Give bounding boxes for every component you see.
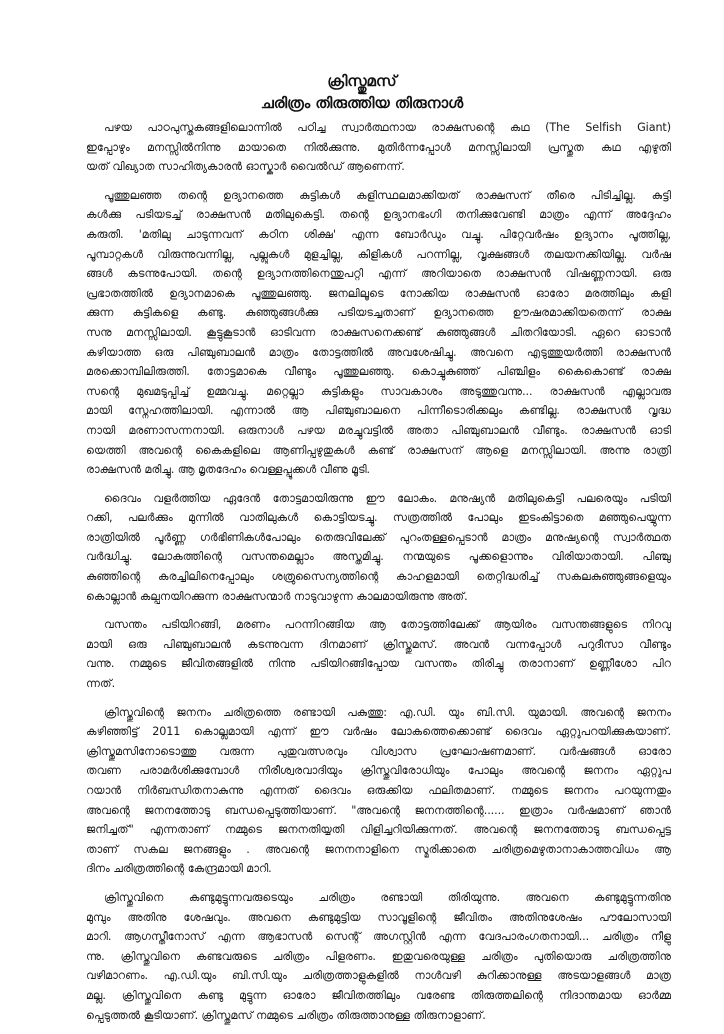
paragraph-line: ദിനം ചരിത്രത്തിന്റെ കേന്ദ്രമായി മാറി. <box>86 862 272 876</box>
paragraph-line: മായി ഒരു പിഞ്ചുബാലൻ കടന്നുവന്ന ദിനമാണ് ക്രിസ്തുമസ്. അവൻ വന്നപ്പോൾ പറുദീസാ വീണ്ടും <box>86 637 671 651</box>
paragraph-line: ക്രിസ്തുമസിനോടൊത്തു വരുന്ന പുതുവത്സരവും വിശ്വാസ പ്രഘോഷണമാണ്. വർഷങ്ങൾ ഓരോ <box>86 744 671 758</box>
paragraph-line: ജനിച്ചത്" എന്നതാണ് നമ്മുടെ ജനനതിയ്യതി വിളിച്ചറിയിക്കുന്നത്. അവന്റെ ജനനത്തോടു ബന്ധപ്പെട്ട <box>86 823 671 837</box>
paragraph-line: വഴിമാറണം. എ.ഡി.യും ബി.സി.യും ചരിത്രത്താളുകളിൽ നാൾവഴി കുറിക്കാനുള്ള അടയാളങ്ങൾ മാത്ര <box>86 969 671 983</box>
paragraph-line: പ്രഭാതത്തിൽ ഉദ്യാനമാകെ പൂത്തുലഞ്ഞു. ജനലിലൂടെ നോക്കിയ രാക്ഷസൻ ഓരോ മരത്തിലും കളി <box>86 286 671 300</box>
paragraph-line: രാത്രിയിൽ പൂർണ്ണ ഗർഭിണികൾപോലും തെരുവിലേക്ക് പുറംതള്ളപ്പെടാൻ മാത്രം മനുഷ്യന്റെ സ്വാർത്ഥത <box>86 530 671 544</box>
paragraph-line: ന്നത്. <box>86 677 116 691</box>
paragraph <box>86 703 671 879</box>
paragraph <box>86 118 671 177</box>
paragraph-line: യത് വിഖ്യാത സാഹിത്യകാരൻ ഓസ്കാർ വൈൽഡ് ആണെന്ന്. <box>86 160 405 174</box>
paragraph-line: സനു മനസ്സിലായി. കൂട്ടുകൂടാൻ ഓടിവന്ന രാക്ഷസനെക്കണ്ട് കുഞ്ഞുങ്ങൾ ചിതറിയോടി. ഏറെ ഓടാൻ <box>86 325 671 339</box>
paragraph-line: പൂമ്പാറ്റകൾ വിരുന്നുവന്നില്ല, പുല്ലുകൾ മുളച്ചില്ല, കിളികൾ പറന്നില്ല, വൃക്ഷങ്ങൾ തലയനക്കിയില്ല. വർഷ <box>86 247 671 261</box>
paragraph-line: റക്കി, പലർക്കും മുന്നിൽ വാതിലുകൾ കൊട്ടിയടച്ചു. സത്രത്തിൽ പോലും ഇടംകിട്ടാതെ മഞ്ഞുപെയ്യുന്ന <box>86 511 671 525</box>
article-subtitle: ചരിത്രം തിരുത്തിയ തിരുനാൾ <box>260 94 464 112</box>
paragraph-line: പ്പെടുത്തൽ കൂടിയാണ്. ക്രിസ്തുമസ് നമ്മുടെ ചരിത്രം തിരുത്താനുള്ള തിരുനാളാണ്. <box>86 1008 486 1022</box>
paragraph <box>86 615 671 693</box>
paragraph-line: ഇപ്പോഴും മനസ്സിൽനിന്നു മായാതെ നിൽക്കുന്നു. മുതിർന്നപ്പോൾ മനസ്സിലായി പ്രസ്തുത കഥ എഴുതി <box>86 140 671 154</box>
paragraph-line: ന്നു. ക്രിസ്തുവിനെ കണ്ടവരുടെ ചരിത്രം പിളരണം. ഇതുവരെയുള്ള ചരിത്രം പുതിയൊരു ചരിത്രത്തിനു <box>86 949 671 963</box>
paragraph-line: ക്രിസ്തുവിനെ കണ്ടുമുട്ടുന്നവരുടെയും ചരിത്രം രണ്ടായി തിരിയുന്നു. അവനെ കണ്ടുമുട്ടുന്നതിനു <box>104 890 671 904</box>
paragraph-line: മല്ല. ക്രിസ്തുവിനെ കണ്ടു മുട്ടുന്ന ഓരോ ജീവിതത്തിലും വരേണ്ട തിരുത്തലിന്റെ നിദാന്തമായ ഓർമ്മ <box>86 988 671 1002</box>
paragraph-line: സന്റെ മുഖമടുപ്പിച്ച് ഉമ്മവച്ചു. മറ്റെല്ലാ കുട്ടികളും സാവകാശം അടുത്തുവന്നു... രാക്ഷസൻ എല്ലാവരു <box>86 384 671 398</box>
paragraph-line: മുമ്പും അതിനു ശേഷവും. അവനെ കണ്ടുമുട്ടിയ സാവൂളിന്റെ ജീവിതം അതിനുശേഷം പൗലോസായി <box>86 910 671 924</box>
paragraph <box>86 888 671 1025</box>
paragraph-line: കരുതി. 'മതിലു ചാടുന്നവന് കഠിന ശിക്ഷ' എന്ന ബോർഡും വച്ചു. പിറ്റേവർഷം ഉദ്യാനം പൂത്തില്ല, <box>86 227 671 241</box>
paragraph-line: കഴിയാത്ത ഒരു പിഞ്ചുബാലൻ മാത്രം തോട്ടത്തിൽ അവശേഷിച്ചു. അവനെ എടുത്തുയർത്തി രാക്ഷസൻ <box>86 345 671 359</box>
paragraph-line: വസന്തം പടിയിറങ്ങി, മരണം പറന്നിറങ്ങിയ ആ തോട്ടത്തിലേക്ക് ആയിരം വസന്തങ്ങളുടെ നിറവു <box>104 618 671 632</box>
paragraph-line: ങ്ങൾ കടന്നുപോയി. തന്റെ ഉദ്യാനത്തിനെന്തുപറ്റി എന്ന് അറിയാതെ രാക്ഷസൻ വിഷണ്ണനായി. ഒരു <box>86 267 671 281</box>
paragraph-line: താണ് സകല ജനങ്ങളും . അവന്റെ ജനനനാളിനെ സ്മരിക്കാതെ ചരിത്രമെഴുതാനാകാത്തവിധം ആ <box>86 842 671 856</box>
paragraph-line: രാക്ഷസൻ മരിച്ചു. ആ മൃതദേഹം വെള്ളപ്പൂക്കൾ വീണു മൂടി. <box>86 463 371 477</box>
paragraph-line: കുഞ്ഞിന്റെ കരച്ചിലിനെപ്പോലും ശത്രുസൈന്യത്തിന്റെ കാഹളമായി തെറ്റിദ്ധരിച്ച് സകലകുഞ്ഞുങ്ങളെയും <box>86 570 671 584</box>
paragraph-line: വർദ്ധിച്ചു. ലോകത്തിന്റെ വസന്തമെല്ലാം അസ്തമിച്ചു. നന്മയുടെ പൂക്കളൊന്നും വിരിയാതായി. പിഞ്ചു <box>86 550 671 564</box>
paragraph-line: നായി മരണാസന്നനായി. ഒരുനാൾ പഴയ മരച്ചുവട്ടിൽ അതാ പിഞ്ചുബാലൻ വീണ്ടും. രാക്ഷസൻ ഓടി <box>86 423 671 437</box>
paragraph-line: ദൈവം വളർത്തിയ ഏദേൻ തോട്ടമായിരുന്നു ഈ ലോകം. മനുഷ്യൻ മതിലുകെട്ടി പലരെയും പടിയി <box>104 491 671 505</box>
paragraph-line: കഴിഞ്ഞിട്ട് 2011 കൊല്ലമായി എന്ന് ഈ വർഷം ലോകത്തെക്കൊണ്ട് ദൈവം ഏറ്റുപറയിക്കുകയാണ്. <box>86 725 671 739</box>
title-block <box>0 70 724 114</box>
paragraph-line: ക്കുന്ന കുട്ടികളെ കണ്ടു. കുഞ്ഞുങ്ങൾക്കു പടിയടച്ചതാണ് ഉദ്യാനത്തെ ഊഷരമാക്കിയതെന്ന് രാക്ഷ <box>86 306 671 320</box>
paragraph-line: തവണ പരാമർശിക്കുമ്പോൾ നിരീശ്വരവാദിയും ക്രിസ്തുവിരോധിയും പോലും അവന്റെ ജനനം ഏറ്റുപ <box>86 764 671 778</box>
paragraph-line: യെത്തി അവന്റെ കൈകളിലെ ആണിപ്പഴുതുകൾ കണ്ട് രാക്ഷസന് ആളെ മനസ്സിലായി. അന്നു രാത്രി <box>86 443 671 457</box>
paragraph-line: മാറി. ആഗസ്തീനോസ് എന്ന ആഭാസൻ സെന്റ് അഗസ്റ്റിൻ എന്ന വേദപാരംഗതനായി... ചരിത്രം നീളു <box>86 930 671 944</box>
paragraph-line: റയാൻ നിർബന്ധിതനാകുന്നു എന്നത് ദൈവം ഒരുക്കിയ ഫലിതമാണ്. നമ്മുടെ ജനനം പറയുന്നതും <box>86 784 671 797</box>
article-title: ക്രിസ്തുമസ് <box>327 72 397 90</box>
paragraph-line: അവന്റെ ജനനത്തോടു ബന്ധപ്പെടുത്തിയാണ്. "അവന്റെ ജനനത്തിന്റെ...... ഇത്രാം വർഷമാണ് ഞാൻ <box>86 803 671 817</box>
paragraph-line: കൊല്ലാൻ കല്പനയിറക്കുന്ന രാക്ഷസന്മാർ നാടുവാഴുന്ന കാലമായിരുന്നു അത്. <box>86 589 468 603</box>
article-body <box>86 118 671 1034</box>
paragraph-line: കൾക്കു പടിയടച്ച് രാക്ഷസൻ മതിലുകെട്ടി. തന്റെ ഉദ്യാനഭംഗി തനിക്കുവേണ്ടി മാത്രം എന്ന് അദ്ദേഹം <box>86 208 671 222</box>
paragraph-line: ക്രിസ്തുവിന്റെ ജനനം ചരിത്രത്തെ രണ്ടായി പകുത്തു: എ.ഡി. യും ബി.സി. യുമായി. അവന്റെ ജനനം <box>104 705 671 719</box>
paragraph-line: പൂത്തുലഞ്ഞ തന്റെ ഉദ്യാനത്തെ കുട്ടികൾ കളിസ്ഥലമാക്കിയത് രാക്ഷസന് തീരെ പിടിച്ചില്ല. കുട്ടി <box>104 188 671 202</box>
paragraph-line: വന്നു. നമ്മുടെ ജീവിതങ്ങളിൽ നിന്നു പടിയിറങ്ങിപ്പോയ വസന്തം തിരിച്ചു തരാനാണ് ഉണ്ണീശോ പിറ <box>86 657 671 671</box>
paragraph-line: മരക്കൊമ്പിലിരുത്തി. തോട്ടമാകെ വീണ്ടും പൂത്തുലഞ്ഞു. കൊച്ചുകുഞ്ഞ് പിഞ്ചിളം കൈകൊണ്ട് രാക്ഷ <box>86 365 671 379</box>
paragraph-line: പഴയ പാഠപുസ്തകങ്ങളിലൊന്നിൽ പഠിച്ച സ്വാർത്ഥനായ രാക്ഷസന്റെ കഥ (The Selfish Giant) <box>104 121 671 134</box>
paragraph-line: മായി സ്നേഹത്തിലായി. എന്നാൽ ആ പിഞ്ചുബാലനെ പിന്നീടൊരിക്കലും കണ്ടില്ല. രാക്ഷസൻ വൃദ്ധ <box>86 404 671 418</box>
paragraph <box>86 489 671 607</box>
paragraph <box>86 186 671 480</box>
